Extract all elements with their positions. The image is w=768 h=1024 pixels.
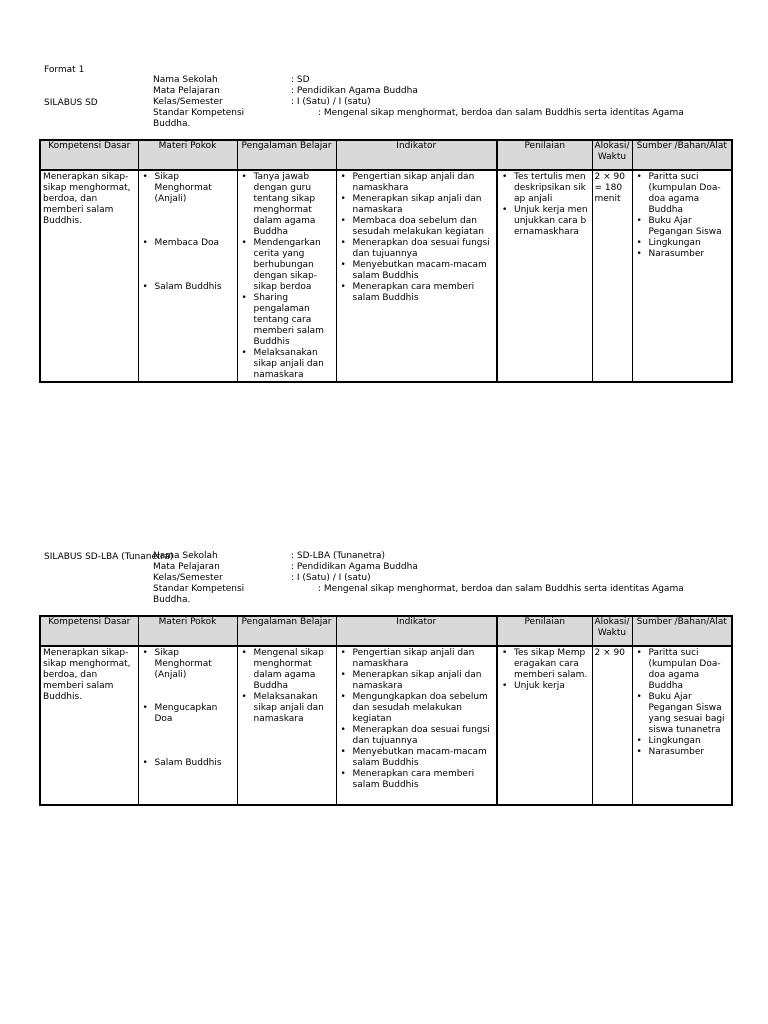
info-value-continued: Buddha.	[153, 595, 191, 605]
header-kompetensi-dasar: Kompetensi Dasar	[40, 140, 138, 170]
list-item: • Sikap Menghormat (Anjali)	[141, 648, 235, 703]
info-value: : Pendidikan Agama Buddha	[291, 562, 418, 572]
info-label: Nama Sekolah	[153, 551, 218, 561]
info-value: : SD	[291, 75, 310, 85]
cell-kompetensi-dasar: Menerapkan sikap-sikap menghormat, berdoa, dan memberi salam Buddhis.	[40, 170, 138, 382]
cell-indikator	[336, 170, 497, 382]
cell-sumber	[632, 170, 732, 382]
list-item: • Menerapkan sikap anjali dan namaskara	[339, 194, 495, 216]
list-item: • Tes sikap Memperagakan cara memberi salam.	[500, 648, 590, 681]
list-item: • Paritta suci (kumpulan Doa-doa agama Buddha	[635, 172, 730, 216]
list-item: • Salam Buddhis	[141, 758, 235, 769]
cell-materi-pokok	[138, 646, 237, 805]
header-alokasi-waktu: Alokasi/ Waktu	[592, 140, 632, 170]
list-item: • Menyebutkan macam-macam salam Buddhis	[339, 747, 495, 769]
header-materi-pokok: Materi Pokok	[138, 616, 237, 646]
header-penilaian: Penilaian	[497, 140, 592, 170]
cell-sumber	[632, 646, 732, 805]
info-label: Kelas/Semester	[153, 573, 223, 583]
list-item: • Menerapkan sikap anjali dan namaskara	[339, 670, 495, 692]
info-value: : SD-LBA (Tunanetra)	[291, 551, 386, 561]
list-item: • Membaca Doa	[141, 238, 235, 282]
list-item: • Menerapkan doa sesuai fungsi dan tujuannya	[339, 238, 495, 260]
list-item: • Salam Buddhis	[141, 282, 235, 293]
info-label: Standar Kompetensi	[153, 108, 245, 118]
list-item: • Menyebutkan macam-macam salam Buddhis	[339, 260, 495, 282]
list-item: • Lingkungan	[635, 736, 730, 747]
info-value: : Mengenal sikap menghormat, berdoa dan salam Buddhis serta identitas Agama	[318, 108, 684, 118]
list-item: • Tanya jawab dengan guru tentang sikap menghormat dalam agama Buddha	[240, 172, 334, 238]
list-item: • Mengucapkan Doa	[141, 703, 235, 758]
cell-pengalaman-belajar	[237, 170, 336, 382]
header-materi-pokok: Materi Pokok	[138, 140, 237, 170]
header-indikator: Indikator	[336, 140, 497, 170]
list-item: • Sharing pengalaman tentang cara memberi salam Buddhis	[240, 293, 334, 348]
info-label: Standar Kompetensi	[153, 584, 245, 594]
format-label: Format 1	[44, 65, 85, 75]
table-header-row	[40, 616, 732, 646]
list-item: • Sikap Menghormat (Anjali)	[141, 172, 235, 238]
table-row	[40, 646, 732, 805]
table-row	[40, 170, 732, 382]
info-value: : Mengenal sikap menghormat, berdoa dan salam Buddhis serta identitas Agama	[318, 584, 684, 594]
header-indikator: Indikator	[336, 616, 497, 646]
header-penilaian: Penilaian	[497, 616, 592, 646]
list-item: • Buku Ajar Pegangan Siswa yang sesuai bagi siswa tunanetra	[635, 692, 730, 736]
info-label: Mata Pelajaran	[153, 562, 220, 572]
header-kompetensi-dasar: Kompetensi Dasar	[40, 616, 138, 646]
syllabus-table-2	[39, 615, 733, 806]
section1-heading	[44, 43, 98, 120]
list-item: • Menerapkan cara memberi salam Buddhis	[339, 769, 495, 791]
list-item: • Pengertian sikap anjali dan namaskhara	[339, 172, 495, 194]
list-item: • Mengungkapkan doa sebelum dan sesudah melakukan kegiatan	[339, 692, 495, 725]
header-pengalaman-belajar: Pengalaman Belajar	[237, 616, 336, 646]
info-value: : I (Satu) / I (satu)	[291, 97, 371, 107]
section-title: SILABUS SD	[44, 98, 98, 108]
list-item: • Membaca doa sebelum dan sesudah melakukan kegiatan	[339, 216, 495, 238]
info-value-continued: Buddha.	[153, 119, 191, 129]
info-label: Kelas/Semester	[153, 97, 223, 107]
info-value: : I (Satu) / I (satu)	[291, 573, 371, 583]
list-item: • Mendengarkan cerita yang berhubungan dengan sikap-sikap berdoa	[240, 238, 334, 293]
list-item: • Narasumber	[635, 249, 730, 260]
cell-penilaian	[497, 646, 592, 805]
list-item: • Unjuk kerja	[500, 681, 590, 692]
cell-alokasi-waktu: 2 × 90	[592, 646, 632, 805]
cell-alokasi-waktu: 2 × 90 = 180 menit	[592, 170, 632, 382]
list-item: • Lingkungan	[635, 238, 730, 249]
info-value: : Pendidikan Agama Buddha	[291, 86, 418, 96]
cell-indikator	[336, 646, 497, 805]
list-item: • Menerapkan cara memberi salam Buddhis	[339, 282, 495, 304]
info-label: Mata Pelajaran	[153, 86, 220, 96]
syllabus-table-1	[39, 139, 733, 383]
list-item: • Menerapkan doa sesuai fungsi dan tujuannya	[339, 725, 495, 747]
table-header-row	[40, 140, 732, 170]
list-item: • Unjuk kerja menunjukkan cara bernamaskhara	[500, 205, 590, 238]
list-item: • Melaksanakan sikap anjali dan namaskara	[240, 692, 334, 725]
list-item: • Melaksanakan sikap anjali dan namaskara	[240, 348, 334, 381]
list-item: • Mengenal sikap menghormat dalam agama Buddha	[240, 648, 334, 692]
list-item: • Buku Ajar Pegangan Siswa	[635, 216, 730, 238]
header-sumber: Sumber /Bahan/Alat	[632, 140, 732, 170]
info-label: Nama Sekolah	[153, 75, 218, 85]
list-item: • Tes tertulis mendeskripsikan sikap anjali	[500, 172, 590, 205]
header-pengalaman-belajar: Pengalaman Belajar	[237, 140, 336, 170]
cell-materi-pokok	[138, 170, 237, 382]
header-sumber: Sumber /Bahan/Alat	[632, 616, 732, 646]
list-item: • Paritta suci (kumpulan Doa-doa agama Buddha	[635, 648, 730, 692]
list-item: • Narasumber	[635, 747, 730, 758]
list-item: • Pengertian sikap anjali dan namaskhara	[339, 648, 495, 670]
header-alokasi-waktu: Alokasi/ Waktu	[592, 616, 632, 646]
cell-penilaian	[497, 170, 592, 382]
cell-kompetensi-dasar: Menerapkan sikap-sikap menghormat, berdoa, dan memberi salam Buddhis.	[40, 646, 138, 805]
cell-pengalaman-belajar	[237, 646, 336, 805]
section-title: SILABUS SD-LBA (Tunanetra)	[44, 552, 174, 562]
